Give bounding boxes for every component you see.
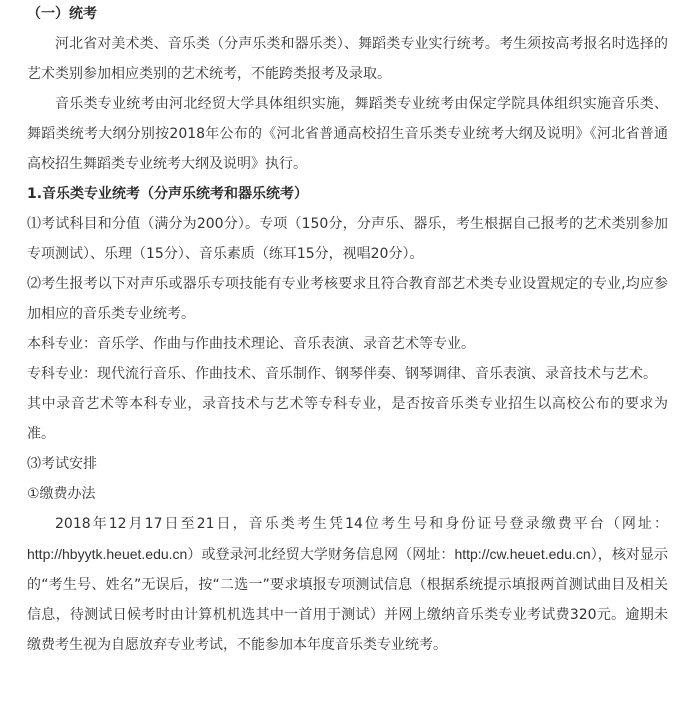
recording-note: 其中录音艺术等本科专业，录音技术与艺术等专科专业，是否按音乐类专业招生以高校公布的要求为准。 [27,396,668,442]
applicable-majors-item: ⑵考生报考以下对声乐或器乐专项技能有专业考核要求且符合教育部艺术类专业设置规定的专业,均应参加相应的音乐类专业统考。 [27,276,668,322]
music-exam-heading: 1.音乐类专业统考（分声乐统考和器乐统考） [27,186,309,202]
fee-text-part-3: ），核对显示的“考生号、姓名”无误后，按“二选一”要求填报专项测试信息（根据系统提示填报两首测试曲目及相关信息，待测试日候考时由计算机机选其中一首用于测试）并网上缴纳音乐类专业考试费320元。逾期未缴费考生视为自愿放弃专业考试，不能参加本年度音乐类专业统考。 [27,547,669,653]
exam-arrangement-item: ⑶考试安排 [27,456,97,472]
fee-text-part-1: 2018年12月17日至21日，音乐类考生凭14位考生号和身份证号登录缴费平台（网址： [55,516,668,532]
bachelor-majors: 本科专业：音乐学、作曲与作曲技术理论、音乐表演、录音艺术等专业。 [27,336,475,352]
finance-site-url[interactable]: http://cw.heuet.edu.cn [454,546,591,562]
exam-subjects-item: ⑴考试科目和分值（满分为200分）。专项（150分，分声乐、器乐，考生根据自己报考的艺术类别参加专项测试）、乐理（15分）、音乐素质（练耳15分，视唱20分）。 [27,216,668,262]
section-title: （一）统考 [27,6,97,22]
payment-platform-url[interactable]: http://hbyytk.heuet.edu.cn [27,546,188,562]
fee-text-part-2: ）或登录河北经贸大学财务信息网（网址： [187,547,455,563]
fee-method-title: ①缴费办法 [27,486,96,502]
fee-method-paragraph [27,509,668,660]
associate-majors: 专科专业：现代流行音乐、作曲技术、音乐制作、钢琴伴奏、钢琴调律、音乐表演、录音技术与艺术。 [27,366,657,382]
intro-paragraph-2: 音乐类专业统考由河北经贸大学具体组织实施，舞蹈类专业统考由保定学院具体组织实施音乐类、舞蹈类统考大纲分别按2018年公布的《河北省普通高校招生音乐类专业统考大纲及说明》《河北省普通高校招生舞蹈类专业统考大纲及说明》执行。 [27,96,668,172]
intro-paragraph-1: 河北省对美术类、音乐类（分声乐类和器乐类）、舞蹈类专业实行统考。考生须按高考报名时选择的艺术类别参加相应类别的艺术统考，不能跨类报考及录取。 [27,36,668,82]
